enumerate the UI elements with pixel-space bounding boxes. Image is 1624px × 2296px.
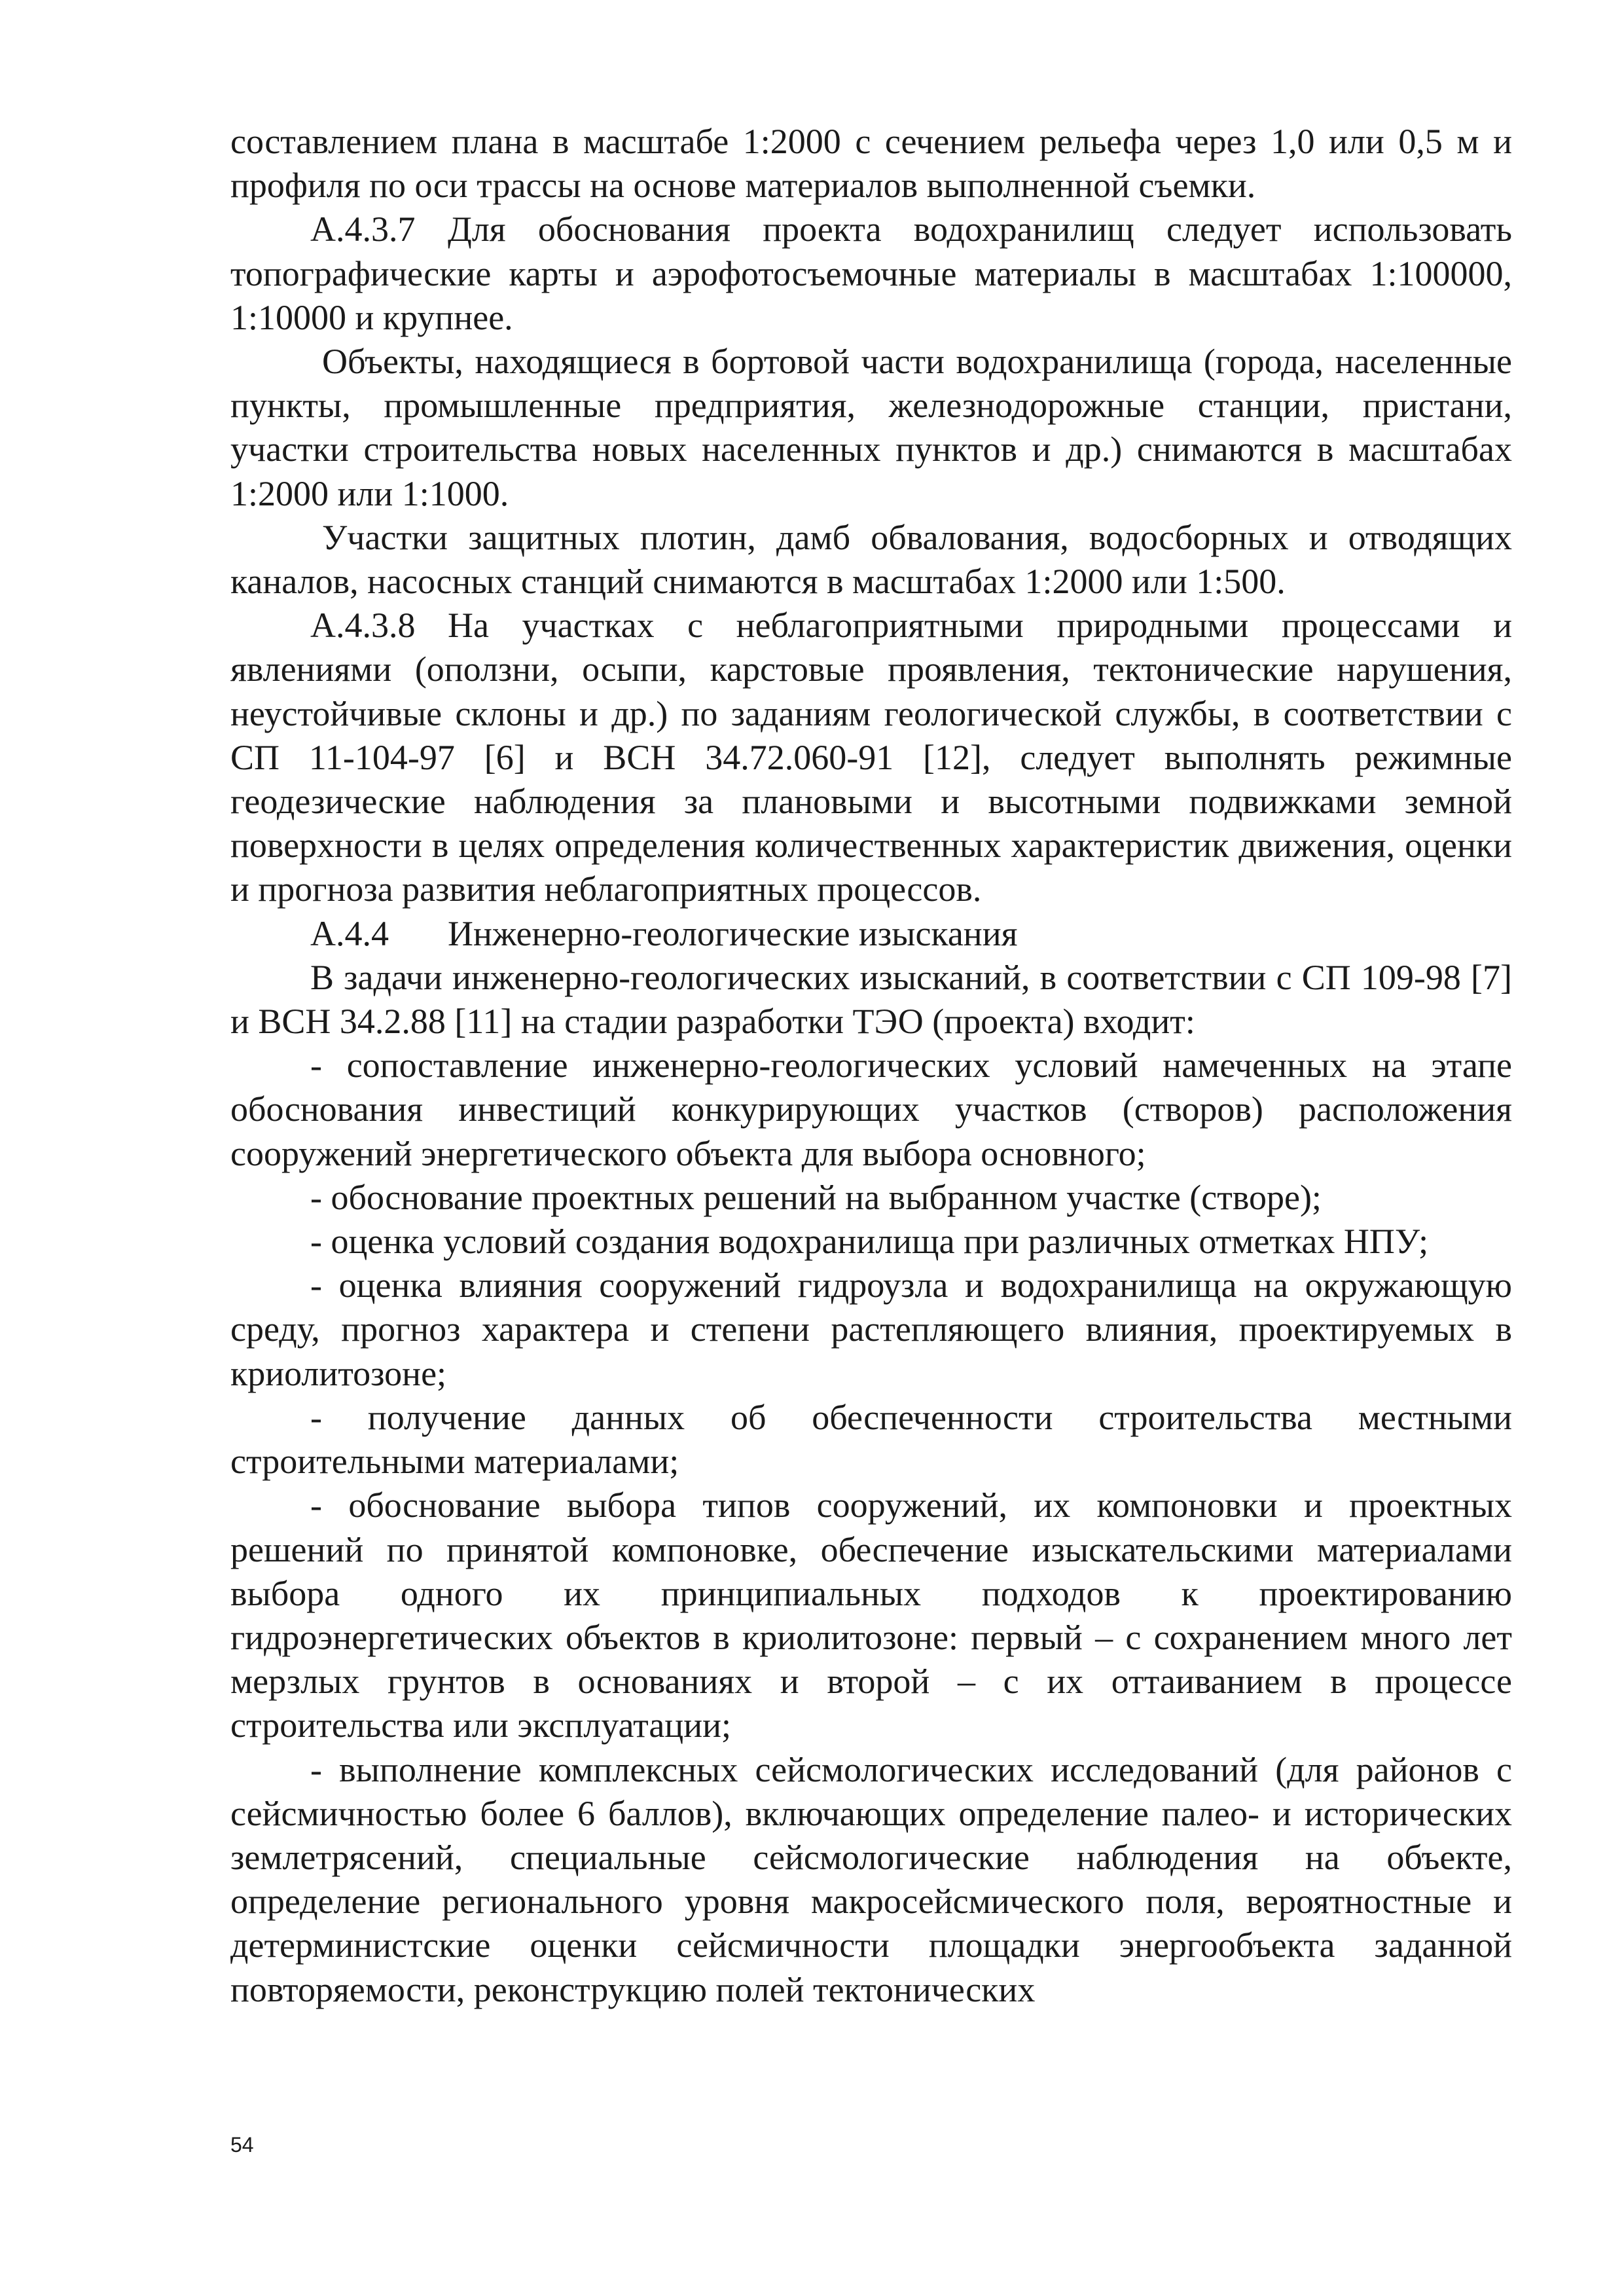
bullet-marker: - [310,1397,322,1437]
page-body [230,120,1512,2012]
paragraph-continuation: составлением плана в масштабе 1:2000 с сечением рельефа через 1,0 или 0,5 м и профиля по оси трассы на основе материалов выполненной съемки. [230,122,1512,206]
list-item: - обоснование выбора типов сооружений, их компоновки и проектных решений по принятой компоновке, обеспечение изыскательскими материалами выбора одного их принципиальных подходов к проектированию гидроэнергетических объектов в криолитозоне: первый – с сохранением много лет мерзлых грунтов в основаниях и второй – с их оттаиванием в процессе строительства или эксплуатации; [230,1485,1513,1745]
bullet-marker: - [310,1266,322,1305]
paragraph-a437: А.4.3.7 Для обоснования проекта водохранилищ следует использовать топографические карты и аэрофотосъемочные материалы в масштабах 1:100000, 1:10000 и крупнее. [230,208,1512,340]
list-item: - получение данных об обеспеченности строительства местными строительными материалами; [230,1397,1513,1482]
bullet-marker: - [310,1177,322,1217]
bullet-marker: - [310,1749,322,1789]
clause-number: А.4.4 [310,913,389,953]
paragraph-a438: А.4.3.8 На участках с неблагоприятными природными процессами и явлениями (оползни, осыпи, карстовые проявления, тектонические нарушения, неустойчивые склоны и др.) по заданиям геологической службы, в соответствии с СП 11-104-97 [6] и ВСН 34.72.060-91 [12], следует выполнять режимные геодезические наблюдения за плановыми и высотными подвижками земной поверхности в целях определения количественных характеристик движения, оценки и прогноза развития неблагоприятных процессов. [230,604,1512,911]
list-item: - обоснование проектных решений на выбранном участке (створе); [310,1177,1322,1217]
bullet-marker: - [310,1046,322,1085]
section-heading-a44: А.4.4 Инженерно-геологические изыскания [230,912,1512,956]
list-item: - выполнение комплексных сейсмологических исследований (для районов с сейсмичностью более 6 баллов), включающих определение палео- и исторических землетрясений, специальные сейсмологические наблюдения на объекте, определение регионального уровня макросейсмического поля, вероятностные и детерминистские оценки сейсмичности площадки энергообъекта заданной повторяемости, реконструкцию полей тектонических [230,1749,1513,2009]
list-item: - оценка условий создания водохранилища при различных отметках НПУ; [310,1222,1429,1262]
list-item: - оценка влияния сооружений гидроузла и водохранилища на окружающую среду, прогноз характера и степени растепляющего влияния, проектируемых в криолитозоне; [230,1266,1513,1393]
bullet-marker: - [310,1485,322,1525]
clause-number: А.4.3.8 [310,606,416,646]
page-number: 54 [230,2133,254,2157]
list-item: - сопоставление инженерно-геологических условий намеченных на этапе обоснования инвестиций конкурирующих участков (створов) расположения сооружений энергетического объекта для выбора основного; [230,1046,1513,1173]
paragraph-tasks-intro: В задачи инженерно-геологических изысканий, в соответствии с СП 109-98 [7] и ВСН 34.2.88 [11] на стадии разработки ТЭО (проекта) входит: [230,957,1512,1042]
paragraph-dams: Участки защитных плотин, дамб обвалования, водосборных и отводящих каналов, насосных станций снимаются в масштабах 1:2000 или 1:500. [230,517,1512,602]
bullet-marker: - [310,1222,322,1262]
paragraph-objects: Объекты, находящиеся в бортовой части водохранилища (города, населенные пункты, промышленные предприятия, железнодорожные станции, пристани, участки строительства новых населенных пунктов и др.) снимаются в масштабах 1:2000 или 1:1000. [230,342,1512,513]
clause-number: А.4.3.7 [310,210,416,249]
